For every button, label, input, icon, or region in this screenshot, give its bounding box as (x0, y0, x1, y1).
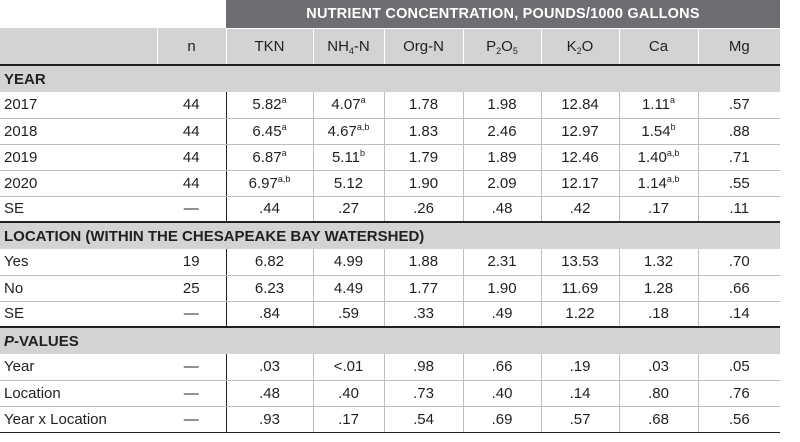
cell-nh4n (313, 144, 384, 170)
col-header-k2o-o: O (581, 37, 594, 55)
cell-tkn: .03 (226, 354, 313, 380)
cell-ca (619, 118, 698, 144)
cell-mg: .76 (698, 380, 780, 406)
cell-nh4n: 4.99 (313, 249, 384, 275)
cell-p2o5: .69 (463, 406, 541, 432)
row-label: SE (0, 196, 157, 222)
cell-tkn (226, 92, 313, 118)
cell-nh4n: .40 (313, 380, 384, 406)
section-p-values-p: P (4, 332, 15, 350)
cell-n: — (157, 406, 226, 432)
cell-orgn: .73 (384, 380, 463, 406)
cell-k2o: 12.17 (541, 170, 619, 196)
table-row (0, 249, 780, 275)
cell-nh4n-sup: b (360, 147, 366, 158)
cell-n: 44 (157, 92, 226, 118)
cell-tkn: .93 (226, 406, 313, 432)
cell-k2o: .19 (541, 354, 619, 380)
cell-orgn: .54 (384, 406, 463, 432)
cell-k2o: 13.53 (541, 249, 619, 275)
col-header-k2o-sub: 2 (576, 45, 582, 56)
cell-ca: 1.28 (619, 275, 698, 301)
col-header-nh4n-text: NH (327, 37, 349, 55)
col-header-p2o5-p: P (486, 37, 497, 55)
cell-n: — (157, 196, 226, 222)
cell-tkn-sup: a (281, 121, 287, 132)
col-header-n: n (157, 28, 226, 65)
table-row (0, 92, 780, 118)
row-label: 2018 (0, 118, 157, 144)
cell-n: — (157, 380, 226, 406)
cell-mg: .70 (698, 249, 780, 275)
cell-mg: .57 (698, 92, 780, 118)
cell-k2o: .14 (541, 380, 619, 406)
cell-tkn: 6.23 (226, 275, 313, 301)
row-label: Location (0, 380, 157, 406)
cell-nh4n-sup: a (360, 95, 366, 106)
row-label: 2017 (0, 92, 157, 118)
col-header-p2o5-o: O (501, 37, 513, 55)
section-location: LOCATION (WITHIN THE CHESAPEAKE BAY WATERSHED) (0, 222, 780, 249)
cell-p2o5: .40 (463, 380, 541, 406)
banner-title: NUTRIENT CONCENTRATION, POUNDS/1000 GALLONS (226, 0, 780, 28)
cell-ca: .80 (619, 380, 698, 406)
col-header-tkn: TKN (226, 28, 313, 65)
cell-nh4n (313, 92, 384, 118)
cell-ca (619, 144, 698, 170)
cell-p2o5: .48 (463, 196, 541, 222)
cell-ca-sup: a,b (666, 147, 680, 158)
cell-nh4n-value: 4.67 (327, 122, 357, 140)
cell-mg: .05 (698, 354, 780, 380)
row-label: No (0, 275, 157, 301)
row-label: Yes (0, 249, 157, 275)
cell-tkn-value: 5.82 (252, 96, 282, 114)
cell-ca-value: 1.40 (637, 148, 667, 166)
col-header-k2o-k: K (566, 37, 577, 55)
cell-orgn: 1.77 (384, 275, 463, 301)
col-header-orgn: Org-N (384, 28, 463, 65)
section-p-values-rest: -VALUES (14, 332, 79, 350)
cell-orgn: .26 (384, 196, 463, 222)
col-header-nh4n-sub: 4 (348, 45, 354, 56)
cell-k2o: .42 (541, 196, 619, 222)
col-header-k2o (541, 28, 619, 65)
cell-nh4n: .27 (313, 196, 384, 222)
cell-mg: .56 (698, 406, 780, 432)
cell-k2o: .57 (541, 406, 619, 432)
cell-n: 19 (157, 249, 226, 275)
cell-tkn (226, 144, 313, 170)
cell-nh4n-value: 5.11 (331, 148, 361, 166)
table-row (0, 196, 780, 222)
col-header-mg: Mg (698, 28, 780, 65)
cell-tkn-value: 6.45 (252, 122, 282, 140)
cell-nh4n: .17 (313, 406, 384, 432)
cell-tkn-value: 6.97 (248, 174, 278, 192)
cell-ca-sup: a,b (666, 173, 680, 184)
row-label: Year (0, 354, 157, 380)
cell-nh4n: <.01 (313, 354, 384, 380)
cell-n: 44 (157, 118, 226, 144)
cell-nh4n (313, 118, 384, 144)
cell-tkn: .44 (226, 196, 313, 222)
cell-mg: .55 (698, 170, 780, 196)
cell-ca (619, 170, 698, 196)
cell-ca: .03 (619, 354, 698, 380)
cell-nh4n-value: 4.07 (331, 96, 361, 114)
cell-n: 44 (157, 170, 226, 196)
cell-mg: .88 (698, 118, 780, 144)
table-row (0, 301, 780, 327)
cell-ca: .18 (619, 301, 698, 327)
table-row (0, 118, 780, 144)
cell-n: 25 (157, 275, 226, 301)
cell-tkn (226, 118, 313, 144)
cell-ca (619, 92, 698, 118)
col-header-p2o5 (463, 28, 541, 65)
cell-ca-value: 1.11 (641, 96, 671, 114)
col-header-nh4n-suffix: -N (353, 37, 370, 55)
cell-nh4n: .59 (313, 301, 384, 327)
cell-orgn: 1.83 (384, 118, 463, 144)
cell-k2o: 12.84 (541, 92, 619, 118)
cell-mg: .11 (698, 196, 780, 222)
cell-n: 44 (157, 144, 226, 170)
cell-mg: .71 (698, 144, 780, 170)
cell-ca-sup: b (670, 121, 676, 132)
col-header-ca: Ca (619, 28, 698, 65)
table-row (0, 354, 780, 380)
cell-n: — (157, 301, 226, 327)
cell-orgn: .98 (384, 354, 463, 380)
cell-tkn (226, 170, 313, 196)
cell-ca: .17 (619, 196, 698, 222)
cell-tkn: .84 (226, 301, 313, 327)
cell-ca-sup: a (670, 95, 676, 106)
cell-orgn: 1.79 (384, 144, 463, 170)
cell-p2o5: 2.46 (463, 118, 541, 144)
table-row (0, 144, 780, 170)
cell-p2o5: .66 (463, 354, 541, 380)
cell-ca-value: 1.14 (637, 174, 667, 192)
cell-tkn: .48 (226, 380, 313, 406)
row-label: SE (0, 301, 157, 327)
col-header-p2o5-sub1: 2 (496, 45, 502, 56)
cell-p2o5: 1.98 (463, 92, 541, 118)
cell-tkn-sup: a (281, 147, 287, 158)
cell-n: — (157, 354, 226, 380)
row-label: 2020 (0, 170, 157, 196)
cell-nh4n: 4.49 (313, 275, 384, 301)
cell-nh4n-value: 5.12 (333, 174, 364, 192)
table-row (0, 406, 780, 432)
section-p-values (0, 327, 780, 354)
section-year: YEAR (0, 65, 780, 92)
cell-mg: .66 (698, 275, 780, 301)
col-header-nh4n (313, 28, 384, 65)
cell-orgn: .33 (384, 301, 463, 327)
table-row (0, 380, 780, 406)
table-row (0, 170, 780, 196)
cell-p2o5: 1.89 (463, 144, 541, 170)
cell-ca-value: 1.54 (641, 122, 671, 140)
cell-orgn: 1.78 (384, 92, 463, 118)
cell-k2o: 1.22 (541, 301, 619, 327)
cell-k2o: 12.46 (541, 144, 619, 170)
cell-mg: .14 (698, 301, 780, 327)
cell-p2o5: .49 (463, 301, 541, 327)
cell-p2o5: 2.31 (463, 249, 541, 275)
cell-tkn-value: 6.87 (252, 148, 282, 166)
header-label-spacer (0, 28, 157, 65)
cell-ca: .68 (619, 406, 698, 432)
cell-orgn: 1.90 (384, 170, 463, 196)
cell-k2o: 12.97 (541, 118, 619, 144)
cell-k2o: 11.69 (541, 275, 619, 301)
cell-nh4n-sup: a,b (356, 121, 370, 132)
cell-tkn: 6.82 (226, 249, 313, 275)
cell-tkn-sup: a,b (277, 173, 291, 184)
row-label: 2019 (0, 144, 157, 170)
banner-spacer (0, 0, 226, 28)
cell-p2o5: 1.90 (463, 275, 541, 301)
cell-p2o5: 2.09 (463, 170, 541, 196)
cell-orgn: 1.88 (384, 249, 463, 275)
cell-nh4n (313, 170, 384, 196)
cell-ca: 1.32 (619, 249, 698, 275)
row-label: Year x Location (0, 406, 157, 432)
table-row (0, 275, 780, 301)
col-header-p2o5-sub2: 5 (512, 45, 518, 56)
cell-tkn-sup: a (281, 95, 287, 106)
